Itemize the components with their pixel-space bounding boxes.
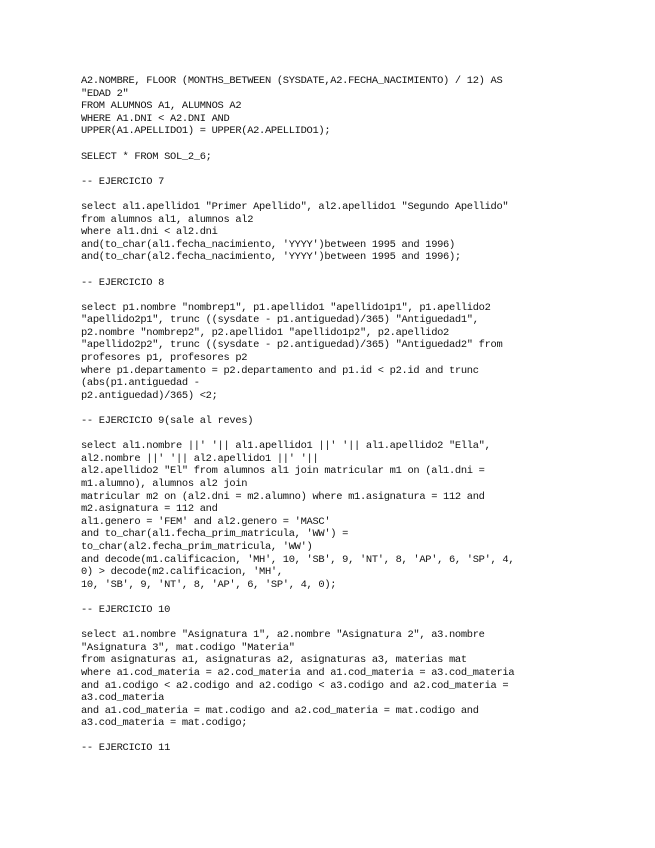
sql-code-text: A2.NOMBRE, FLOOR (MONTHS_BETWEEN (SYSDATE,A2.FECHA_NACIMIENTO) / 12) AS "EDAD 2" FROM ALUMNOS A1, ALUMNOS A2 WHERE A1.DNI < A2.DNI AND UPPER(A1.APELLIDO1) = UPPER(A2.APELLIDO1); SELECT * FROM SOL_2_6; -- EJERCICIO 7 select al1.apellido1 "Primer Apellido", al2.apellido1 "Segundo Apellido" from alumnos al1, alumnos al2 where al1.dni < al2.dni and(to_char(al1.fecha_nacimiento, 'YYYY')between 1995 and 1996) and(to_char(al2.fecha_nacimiento, 'YYYY')between 1995 and 1996); -- EJERCICIO 8 select p1.nombre "nombrep1", p1.apellido1 "apellido1p1", p1.apellido2 "apellido2p1", trunc ((sysdate - p1.antiguedad)/365) "Antiguedad1", p2.nombre "nombrep2", p2.apellido1 "apellido1p2", p2.apellido2 "apellido2p2", trunc ((sysdate - p2.antiguedad)/365) "Antiguedad2" from profesores p1, profesores p2 where p1.departamento = p2.departamento and p1.id < p2.id and trunc (abs(p1.antiguedad - p2.antiguedad)/365) <2; -- EJERCICIO 9(sale al reves) select al1.nombre ||' '|| al1.apellido1 ||' '|| al1.apellido2 "Ella", al2.nombre ||' '|| al2.apellido1 ||' '|| al2.apellido2 "El" from alumnos al1 join matricular m1 on (al1.dni = m1.alumno), alumnos al2 join matricular m2 on (al2.dni = m2.alumno) where m1.asignatura = 112 and m2.asignatura = 112 and al1.genero = 'FEM' and al2.genero = 'MASC' and to_char(al1.fecha_prim_matricula, 'WW') = to_char(al2.fecha_prim_matricula, 'WW') and decode(m1.calificacion, 'MH', 10, 'SB', 9, 'NT', 8, 'AP', 6, 'SP', 4, 0) > decode(m2.calificacion, 'MH', 10, 'SB', 9, 'NT', 8, 'AP', 6, 'SP', 4, 0); -- EJERCICIO 10 select a1.nombre "Asignatura 1", a2.nombre "Asignatura 2", a3.nombre "Asignatura 3", mat.codigo "Materia" from asignaturas a1, asignaturas a2, asignaturas a3, materias mat where a1.cod_materia = a2.cod_materia and a1.cod_materia = a3.cod_materia and a1.codigo < a2.codigo and a2.codigo < a3.codigo and a2.cod_materia = a3.cod_materia and a1.cod_materia = mat.codigo and a2.cod_materia = mat.codigo and a3.cod_materia = mat.codigo; -- EJERCICIO 11 <box>81 75 515 755</box>
